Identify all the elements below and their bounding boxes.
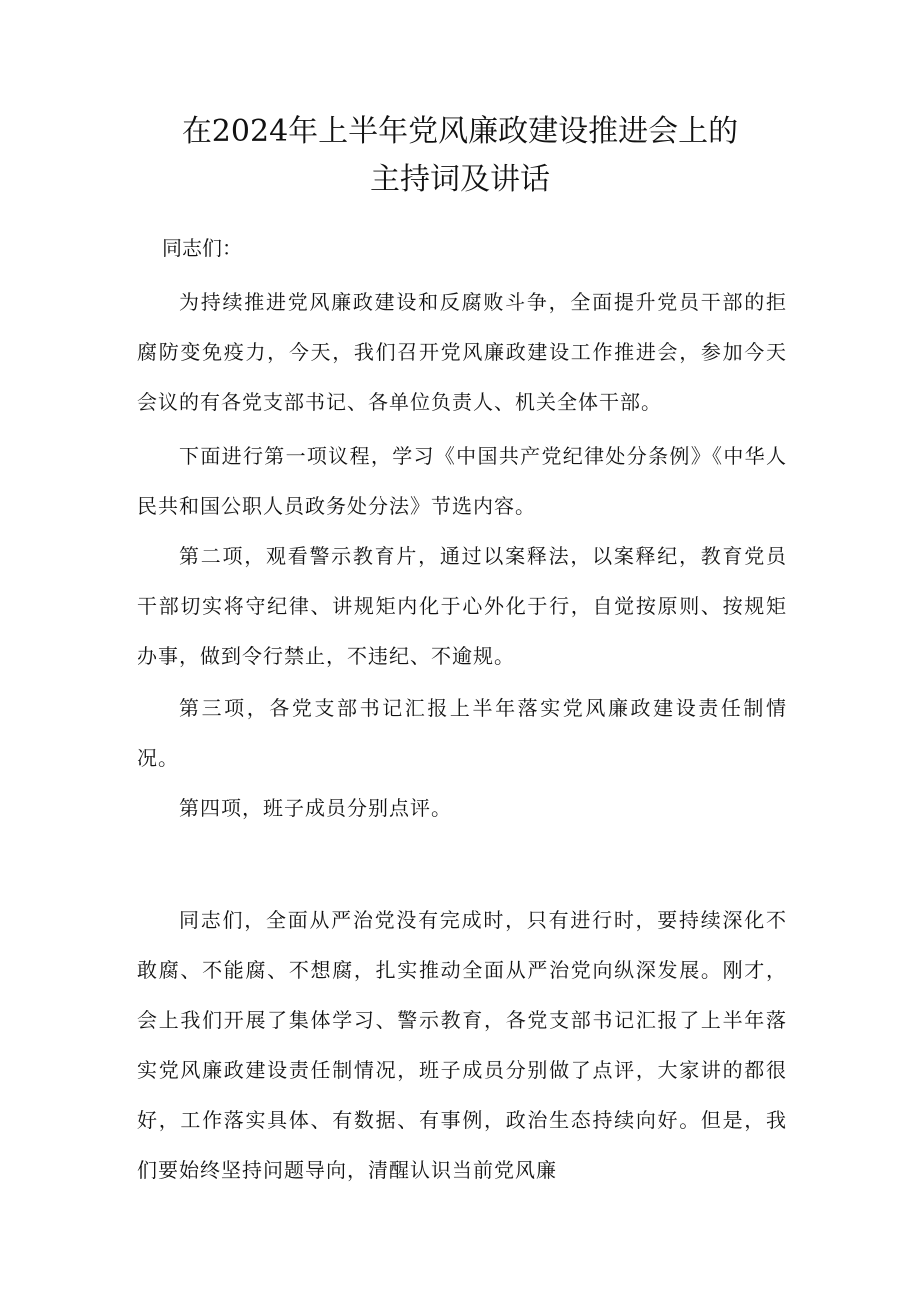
title-line-2: 主持词及讲话: [370, 162, 550, 197]
paragraph-agenda-3: 第三项，各党支部书记汇报上半年落实党风廉政建设责任制情况。: [137, 696, 787, 770]
salutation: 同志们：: [162, 236, 242, 260]
paragraph-agenda-2: 第二项，观看警示教育片，通过以案释法，以案释纪，教育党员干部切实将守纪律、讲规矩内化于心外化于行，自觉按原则、按规矩办事，做到令行禁止，不违纪、不逾规。: [137, 544, 787, 668]
paragraph-agenda-1: 下面进行第一项议程，学习《中国共产党纪律处分条例》《中华人民共和国公职人员政务处分法》节选内容。: [137, 444, 787, 518]
paragraph-opening: 为持续推进党风廉政建设和反腐败斗争，全面提升党员干部的拒腐防变免疫力，今天，我们召开党风廉政建设工作推进会，参加今天会议的有各党支部书记、各单位负责人、机关全体干部。: [137, 290, 787, 414]
paragraph-agenda-4: 第四项，班子成员分别点评。: [179, 796, 452, 820]
title-line-1: 在2024年上半年党风廉政建设推进会上的: [181, 114, 739, 149]
paragraph-speech: 同志们，全面从严治党没有完成时，只有进行时，要持续深化不敢腐、不能腐、不想腐，扎实推动全面从严治党向纵深发展。刚才，会上我们开展了集体学习、警示教育，各党支部书记汇报了上半年落实党风廉政建设责任制情况，班子成员分别做了点评，大家讲的都很好，工作落实具体、有数据、有事例，政治生态持续向好。但是，我们要始终坚持问题导向，清醒认识当前党风廉: [137, 908, 787, 1182]
